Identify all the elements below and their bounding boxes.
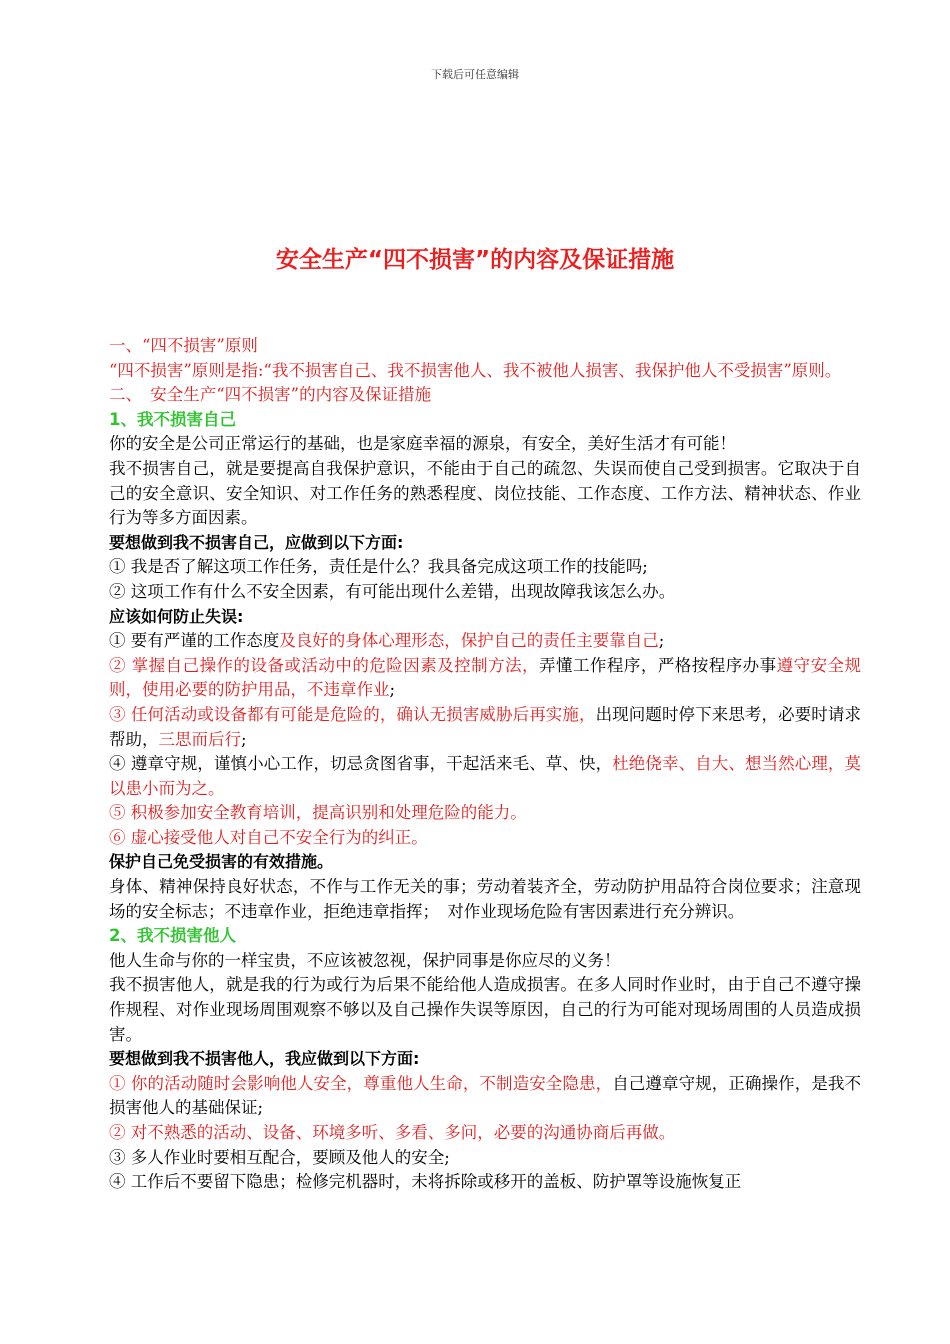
subsection-1-paragraph-1: 你的安全是公司正常运行的基础，也是家庭幸福的源泉，有安全，美好生活才有可能！: [109, 434, 736, 454]
section-2-heading: 二、 安全生产“四不损害”的内容及保证措施: [109, 385, 432, 405]
prevention-heading: 应该如何防止失误:: [109, 606, 244, 626]
prevention-item-1-part-a: ① 要有严谨的工作态度: [109, 631, 280, 651]
prevention-item-3-part-c: 三思而后行: [158, 729, 241, 749]
prevention-item-2-part-d: ;: [389, 680, 396, 700]
header-note: 下载后可任意编辑: [431, 68, 519, 81]
prevention-item-6: ⑥ 虚心接受他人对自己不安全行为的纠正。: [109, 827, 428, 847]
subsection-2-requirements-heading: 要想做到我不损害他人，我应做到以下方面:: [109, 1049, 420, 1069]
prevention-item-5: ⑤ 积极参加安全教育培训，提高识别和处理危险的能力。: [109, 803, 527, 823]
others-item-1-part-a: ① 你的活动随时会影响他人安全，尊重他人生命，不制造安全隐患，: [109, 1073, 613, 1093]
section-1-heading: 一、“四不损害”原则: [109, 336, 258, 355]
prevention-item-1-part-c: ;: [658, 631, 665, 651]
document-title: 安全生产“四不损害”的内容及保证措施: [275, 247, 675, 273]
document-body: [109, 334, 861, 1195]
others-item-1: [109, 1072, 861, 1121]
subsection-1-requirements-heading: 要想做到我不损害自己，应做到以下方面:: [109, 532, 404, 552]
subsection-2-paragraph-1: 他人生命与你的一样宝贵，不应该被忽视，保护同事是你应尽的义务！: [109, 950, 621, 970]
prevention-item-4: [109, 752, 861, 801]
others-item-4: ④ 工作后不要留下隐患；检修完机器时，未将拆除或移开的盖板、防护罩等设施恢复正: [109, 1172, 742, 1192]
subsection-2-paragraph-2: 我不损害他人，就是我的行为或行为后果不能给他人造成损害。在多人同时作业时，由于自己不遵守操作规程、对作业现场周围观察不够以及自己操作失误等原因，自己的行为可能对现场周围的人员造成损害。: [109, 975, 861, 1044]
subsection-1-heading: 1、我不损害自己: [109, 409, 236, 429]
others-item-2: ② 对不熟悉的活动、设备、环境多听、多看、多问，必要的沟通协商后再做。: [109, 1123, 676, 1142]
prevention-item-1-part-b: 及良好的身体心理形态，保护自己的责任主要靠自己: [279, 631, 659, 651]
prevention-item-2-part-b: 弄懂工作程序，严格按程序办事: [539, 655, 777, 675]
prevention-item-3: [109, 703, 861, 752]
prevention-item-3-part-a: ③ 任何活动或设备都有可能是危险的，确认无损害威胁后再实施，: [109, 704, 596, 724]
prevention-item-3-part-d: ;: [241, 729, 247, 749]
subsection-1-paragraph-2: 我不损害自己，就是要提高自我保护意识，不能由于自己的疏忽、失误而使自己受到损害。它取决于自己的安全意识、安全知识、对工作任务的熟悉程度、岗位技能、工作态度、工作方法、精神状态、作业行为等多方面因素。: [109, 458, 861, 528]
prevention-item-4-part-a: ④ 遵章守规，谨慎小心工作，切忌贪图省事，干起活来毛、草、快，: [109, 754, 613, 774]
protection-measures-heading: 保护自己免受损害的有效措施。: [109, 852, 334, 872]
prevention-item-2: [109, 654, 861, 703]
prevention-item-2-part-a: ② 掌握自己操作的设备或活动中的危险因素及控制方法，: [109, 655, 540, 675]
prevention-item-4-part-b: 杜绝侥幸、自大、想当然心理，莫以患小而为之。: [109, 754, 862, 798]
section-1-text: “四不损害”原则是指:“我不损害自己、我不损害他人、我不被他人损害、我保护他人不受损害”原则。: [109, 360, 842, 380]
prevention-item-3-part-b: 出现问题时停下来思考，必要时请求帮助，: [109, 704, 861, 749]
prevention-item-1: [109, 629, 861, 654]
protection-measures-text: 身体、精神保持良好状态，不作与工作无关的事；劳动着装齐全，劳动防护用品符合岗位要求；注意现场的安全标志；不违章作业，拒绝违章指挥； 对作业现场危险有害因素进行充分辨识。: [109, 877, 861, 921]
requirement-item-1: ① 我是否了解这项工作任务，责任是什么？我具备完成这项工作的技能吗;: [109, 557, 648, 577]
others-item-3: ③ 多人作业时要相互配合，要顾及他人的安全;: [109, 1147, 450, 1167]
subsection-2-heading: 2、我不损害他人: [109, 926, 236, 946]
prevention-item-2-part-c: 遵守安全规则，使用必要的防护用品，不违章作业: [109, 655, 862, 700]
others-item-1-part-b: 自己遵章守规，正确操作，是我不损害他人的基础保证;: [109, 1073, 862, 1118]
requirement-item-2: ② 这项工作有什么不安全因素，有可能出现什么差错，出现故障我该怎么办。: [109, 581, 676, 601]
